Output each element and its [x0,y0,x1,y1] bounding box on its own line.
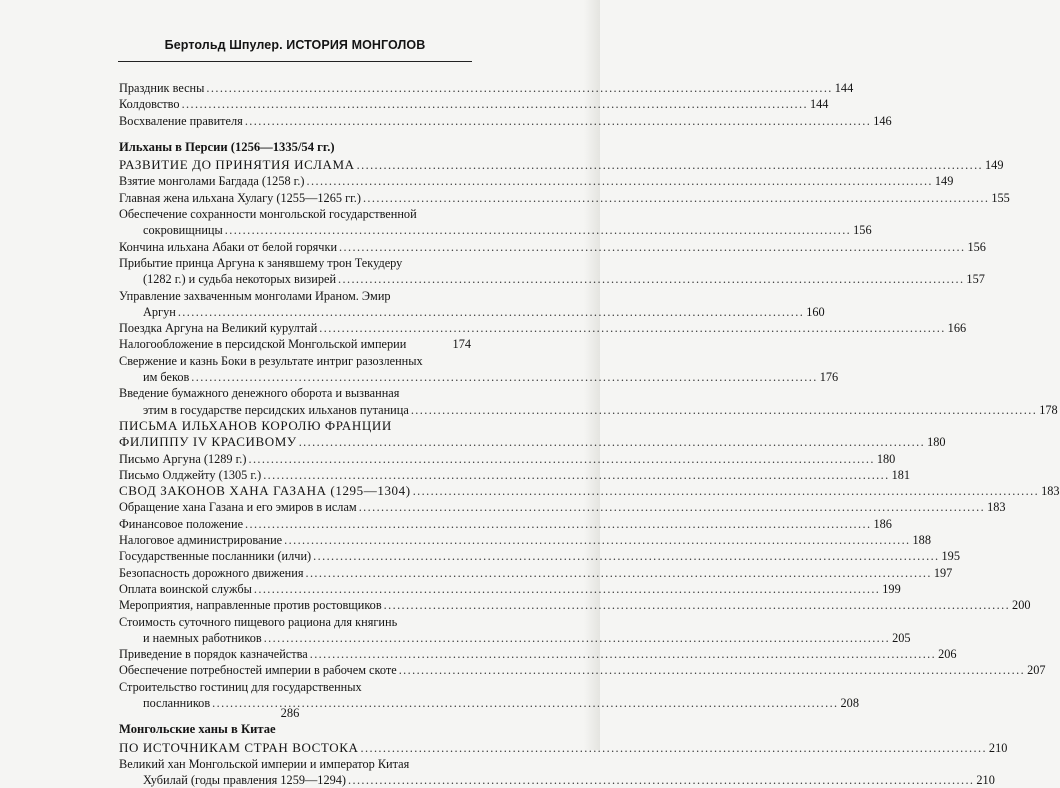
toc-page-number: 210 [988,740,1008,755]
toc-entry-title: Главная жена ильхана Хулагу (1255—1265 гг.) [119,190,361,205]
dot-leader: ............................................................................................................................................ [358,500,986,515]
toc-entry-title: Колдовство [119,97,180,112]
dot-leader: ............................................................................................................................................ [181,97,808,112]
toc-entry-title: Мероприятия, направленные против ростовщиков [119,598,382,613]
toc-page-number: 208 [840,695,859,710]
dot-leader: ............................................................................................................................................ [398,663,1026,678]
toc-chapter[interactable] [119,483,1060,499]
toc-entry[interactable] [119,80,854,96]
toc-page-number: 206 [938,647,957,662]
toc-entry-title-line1: Свержение и казнь Боки в результате интриг разозленных [119,353,423,368]
dot-leader: ............................................................................................................................................ [298,435,926,450]
toc-entry-title-line1: Великий хан Монгольской империи и император Китая [119,756,410,771]
toc-page-number: 197 [933,565,953,580]
toc-page-number: 180 [876,451,896,466]
dot-leader: ............................................................................................................................................ [348,773,975,788]
toc-page-number: 178 [1039,402,1058,417]
toc-entry-title-line1: Прибытие принца Аргуна к занявшему трон Текудеру [119,255,403,270]
dot-leader: ............................................................................................................................................ [284,533,911,548]
toc-page-number: 200 [1012,598,1031,613]
toc-entry-title: Взятие монголами Багдада (1258 г.) [119,174,305,189]
dot-leader: ............................................................................................................................................ [177,304,805,319]
dot-leader: ............................................................................................................................................ [338,272,965,287]
toc-page-number: 174 [452,337,471,352]
toc-chapter-title: СВОД ЗАКОНОВ ХАНА ГАЗАНА (1295—1304) [119,483,411,499]
dot-leader: ............................................................................................................................................ [356,158,984,173]
toc-page-number: 155 [991,190,1010,205]
toc-entry[interactable] [119,662,1046,678]
toc-entry[interactable] [119,614,911,647]
toc-entry-title: Письмо Олджейту (1305 г.) [119,467,262,482]
toc-chapter-title-line1: ПИСЬМА ИЛЬХАНОВ КОРОЛЮ ФРАНЦИИ [119,417,392,433]
toc-entry-title-line1: Строительство гостиниц для государственных [119,679,362,694]
toc-entry[interactable] [119,756,995,788]
toc-entry-title-line2: этим в государстве персидских ильханов путаница [143,402,409,417]
toc-chapter[interactable] [119,157,1004,173]
toc-entry-title-line2: Хубилай (годы правления 1259—1294) [143,773,346,788]
toc-entry[interactable] [119,581,901,597]
dot-leader: ............................................................................................................................................ [410,402,1038,417]
dot-leader: ............................................................................................................................................ [412,484,1040,499]
toc-page-number: 205 [892,630,911,645]
dot-leader: ............................................................................................................................................ [253,581,881,596]
dot-leader: ............................................................................................................................................ [313,549,940,564]
toc-entry[interactable] [119,320,967,336]
toc-entry-title: Кончина ильхана Абаки от белой горячки [119,239,338,254]
toc-entry[interactable] [119,206,872,239]
dot-leader: ............................................................................................................................................ [248,451,875,466]
toc-entry[interactable] [119,516,892,532]
toc-entry-title: Обеспечение потребностей империи в рабочем скоте [119,663,397,678]
toc-entry-title: Налогообложение в персидской Монгольской империи [119,337,407,352]
toc-entry-title: Поездка Аргуна на Великий курултай [119,321,318,336]
toc-entry[interactable] [119,451,896,467]
toc-page-number: 146 [873,113,892,128]
toc-page-number: 195 [941,549,960,564]
header-rule [118,61,472,62]
dot-leader: ............................................................................................................................................ [306,174,933,189]
toc-page-number: 166 [947,321,967,336]
toc-entry[interactable] [119,467,911,483]
toc-entry[interactable] [119,499,1006,515]
toc-entry[interactable] [119,239,986,255]
dot-leader: ............................................................................................................................................ [224,223,852,238]
toc-entry[interactable] [119,548,960,564]
toc-entry-title-line2: сокровищницы [143,223,223,238]
toc-entry[interactable] [119,336,471,352]
toc-page-number: 180 [927,435,946,450]
toc-page-number: 183 [1041,484,1060,499]
page-number: 286 [280,706,300,720]
toc-entry-title: Обращение хана Газана и его эмиров в ислам [119,500,357,515]
toc-page-number: 160 [806,304,825,319]
toc-page-number: 156 [853,223,872,238]
dot-leader: ............................................................................................................................................ [212,695,839,710]
table-of-contents [119,80,1060,788]
dot-leader: ............................................................................................................................................ [244,113,872,128]
toc-entry-title: Налоговое администрирование [119,533,283,548]
toc-entry-title: Государственные посланники (илчи) [119,549,312,564]
toc-chapter-title: РАЗВИТИЕ ДО ПРИНЯТИЯ ИСЛАМА [119,157,355,173]
toc-entry-title: Финансовое положение [119,516,244,531]
dot-leader: ............................................................................................................................................ [263,630,891,645]
dot-leader: ............................................................................................................................................ [191,370,818,385]
toc-page-number: 149 [985,158,1004,173]
toc-entry-title-line1: Стоимость суточного пищевого рациона для княгинь [119,614,398,629]
toc-entry-title: Приведение в порядок казначейства [119,647,308,662]
toc-entry-title-line2: Аргун [143,304,176,319]
toc-entry[interactable] [119,597,1031,613]
toc-page-number: 144 [809,97,829,112]
dot-leader: ............................................................................................................................................ [339,239,966,254]
toc-page-number: 188 [912,533,931,548]
dot-leader: ............................................................................................................................................ [362,190,990,205]
toc-entry[interactable] [119,532,931,548]
toc-entry-title-line1: Введение бумажного денежного оборота и вызванная [119,386,400,401]
dot-leader: ............................................................................................................................................ [245,516,872,531]
toc-entry-title: Восхваление правителя [119,113,243,128]
toc-entry[interactable] [119,190,1010,206]
toc-entry[interactable] [119,113,892,129]
toc-entry-title: Праздник весны [119,81,205,95]
dot-leader: ............................................................................................................................................ [319,321,946,336]
dot-leader: ............................................................................................................................................ [309,647,937,662]
dot-leader: ............................................................................................................................................ [305,565,932,580]
dot-leader: ............................................................................................................................................ [206,81,833,95]
toc-entry[interactable] [119,353,839,386]
toc-page-number: 157 [966,272,985,287]
toc-entry-title-line2: посланников [143,695,211,710]
toc-entry[interactable] [119,646,957,662]
toc-entry[interactable] [119,565,953,581]
toc-entry-title-line2: им беков [143,370,190,385]
toc-entry[interactable] [119,173,954,189]
toc-entry-title-line1: Обеспечение сохранности монгольской государственной [119,207,417,222]
section-heading-china: Монгольские ханы в Китае [119,722,276,737]
running-head: Бертольд Шпулер. ИСТОРИЯ МОНГОЛОВ [164,38,426,52]
toc-page-number: 210 [976,773,995,788]
toc-entry[interactable] [119,96,829,112]
toc-entry[interactable] [119,288,825,321]
toc-entry[interactable] [119,385,1058,418]
toc-chapter[interactable] [119,417,946,451]
toc-page-number: 156 [967,239,986,254]
toc-entry-title-line2: и наемных работников [143,630,262,645]
toc-page-number: 199 [882,581,901,596]
toc-page-number: 183 [987,500,1006,515]
toc-chapter-title-line2: ФИЛИППУ IV КРАСИВОМУ [119,434,297,450]
toc-page-number: 207 [1027,663,1046,678]
dot-leader: ............................................................................................................................................ [383,598,1011,613]
toc-chapter[interactable] [119,739,1008,756]
section-heading-ilkhans: Ильханы в Персии (1256—1335/54 гг.) [119,139,335,154]
dot-leader: ............................................................................................................................................ [360,740,987,755]
toc-entry-title: Письмо Аргуна (1289 г.) [119,451,247,466]
toc-chapter-title: ПО ИСТОЧНИКАМ СТРАН ВОСТОКА [119,739,359,755]
toc-page-number: 181 [891,467,911,482]
toc-entry-title: Безопасность дорожного движения [119,565,304,580]
toc-page-number: 186 [873,516,892,531]
dot-leader: ............................................................................................................................................ [263,467,890,482]
toc-entry-title: Оплата воинской службы [119,581,252,596]
toc-entry-title-line1: Управление захваченным монголами Ираном. Эмир [119,288,391,303]
toc-page-number: 149 [934,174,954,189]
toc-page-number: 176 [819,370,839,385]
toc-entry[interactable] [119,255,985,288]
toc-page-number: 144 [834,81,854,95]
toc-entry-title-line2: (1282 г.) и судьба некоторых визирей [143,272,337,287]
